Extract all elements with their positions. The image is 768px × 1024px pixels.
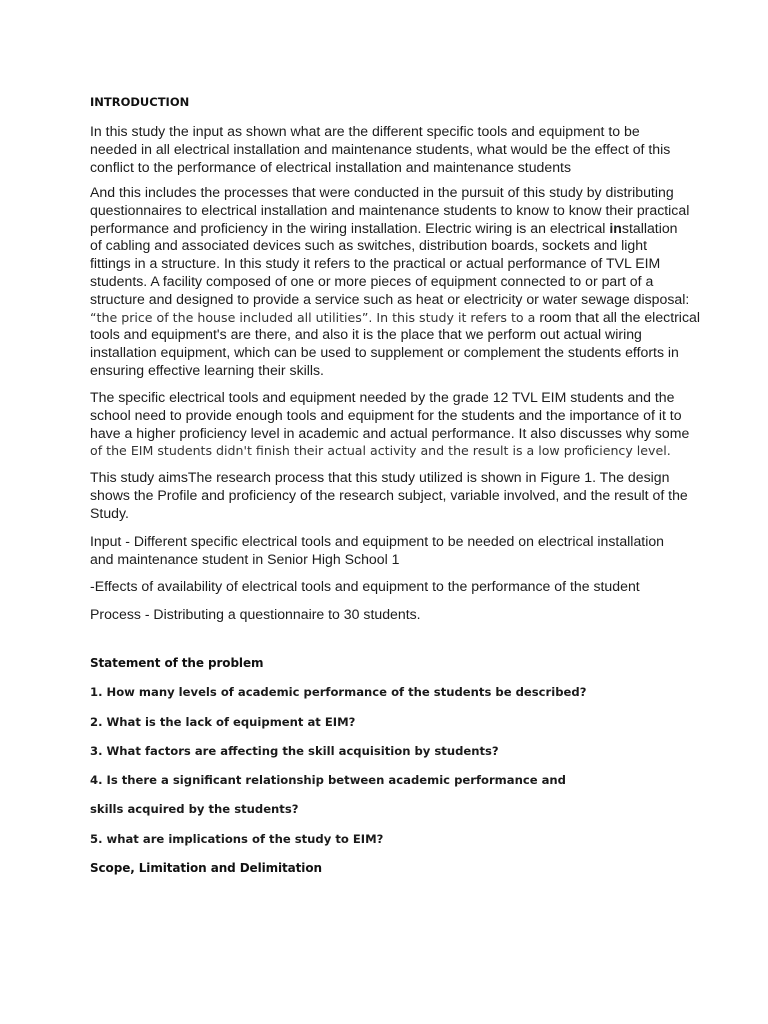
text-line	[90, 442, 680, 460]
text-line: shows the Profile and proficiency of the research subject, variable involved, and the result of the	[90, 486, 688, 503]
introduction-heading: INTRODUCTION	[90, 95, 190, 109]
paragraph-effects	[90, 578, 680, 596]
text-line: -Effects of availability of electrical tools and equipment to the performance of the student	[90, 578, 640, 594]
text-line: ensuring effective learning their skills.	[90, 361, 324, 378]
problem-item-1: 1. How many levels of academic performance of the students be described?	[90, 685, 587, 699]
text-line: conflict to the performance of electrical installation and maintenance students	[90, 158, 572, 175]
problem-item-4-continuation: skills acquired by the students?	[90, 802, 299, 816]
text-line: fittings in a structure. In this study it refers to the practical or actual performance of TVL EIM	[90, 255, 661, 272]
text-line: And this includes the processes that were conducted in the pursuit of this study by distributing	[90, 184, 674, 200]
text-line: and maintenance student in Senior High School 1	[90, 550, 400, 567]
text-line: Input - Different specific electrical tools and equipment to be needed on electrical installation	[90, 533, 665, 549]
paragraph-intro-3	[90, 389, 690, 460]
text-segment: of the EIM students didn't finish their actual activity and the result is a low proficiency level.	[90, 443, 671, 459]
text-line: tools and equipment's are there, and also it is the place that we perform out actual wiring	[90, 326, 642, 343]
problem-heading: Statement of the problem	[90, 656, 264, 670]
text-line: Study.	[90, 504, 129, 521]
text-line	[90, 308, 700, 327]
paragraph-input	[90, 533, 680, 569]
text-line	[90, 220, 680, 238]
text-line: needed in all electrical installation and maintenance students, what would be the effect of this	[90, 140, 671, 157]
text-line: Process - Distributing a questionnaire to 30 students.	[90, 606, 421, 622]
text-segment: room that all the electrical	[539, 308, 700, 325]
text-line: In this study the input as shown what are the different specific tools and equipment to be	[90, 123, 640, 139]
scope-heading: Scope, Limitation and Delimitation	[90, 861, 322, 875]
quoted-segment: “the price of the house included all utilities”. In this study it refers to a	[90, 309, 540, 325]
text-segment: stallation	[621, 219, 678, 236]
text-line: have a higher proficiency level in academic and actual performance. It also discusses why some	[90, 424, 690, 441]
problem-item-5: 5. what are implications of the study to EIM?	[90, 832, 384, 846]
problem-item-2: 2. What is the lack of equipment at EIM?	[90, 715, 356, 729]
text-line: This study aimsThe research process that this study utilized is shown in Figure 1. The design	[90, 469, 670, 485]
text-line: questionnaires to electrical installation and maintenance students to know to know their practical	[90, 201, 690, 218]
text-line: of cabling and associated devices such as switches, distribution boards, sockets and light	[90, 237, 648, 254]
paragraph-process	[90, 606, 680, 624]
paragraph-intro-4	[90, 469, 688, 522]
text-line: The specific electrical tools and equipment needed by the grade 12 TVL EIM students and the	[90, 389, 675, 405]
text-line: school need to provide enough tools and equipment for the students and the importance of it to	[90, 406, 682, 423]
text-line: installation equipment, which can be used to supplement or complement the students efforts in	[90, 344, 679, 361]
text-line: structure and designed to provide a service such as heat or electricity or water sewage disposal:	[90, 290, 690, 307]
paragraph-intro-1	[90, 123, 680, 176]
problem-item-3: 3. What factors are affecting the skill acquisition by students?	[90, 744, 499, 758]
bold-segment: in	[609, 219, 622, 236]
paragraph-intro-2	[90, 184, 700, 380]
text-line: students. A facility composed of one or more pieces of equipment connected to or part of a	[90, 272, 654, 289]
text-segment: performance and proficiency in the wiring installation. Electric wiring is an electrical	[90, 219, 610, 236]
problem-item-4: 4. Is there a significant relationship between academic performance and	[90, 773, 566, 787]
